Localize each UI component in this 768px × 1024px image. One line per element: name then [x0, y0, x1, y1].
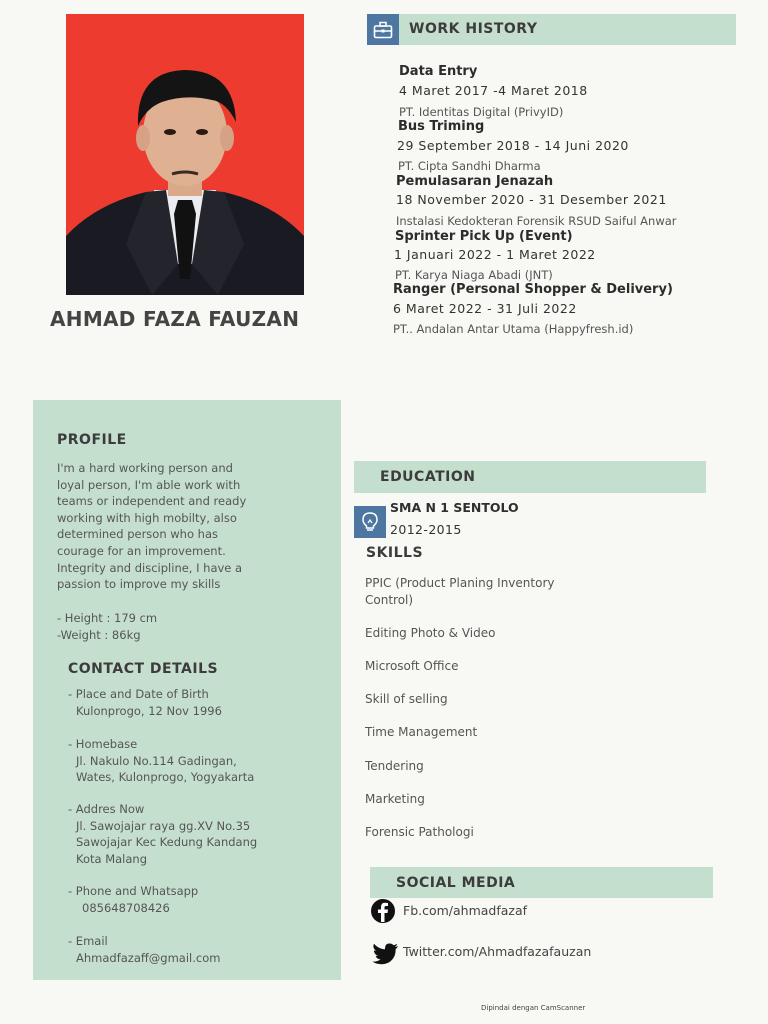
work-history-title: WORK HISTORY [409, 21, 538, 37]
twitter-icon [371, 943, 399, 971]
education-title: EDUCATION [380, 469, 476, 485]
skill-item: Tendering [365, 759, 424, 773]
skill-item: Forensic Pathologi [365, 825, 474, 839]
skill-item: Control) [365, 593, 414, 607]
job-company: Instalasi Kedokteran Forensik RSUD Saiful Anwar [396, 214, 677, 228]
facebook-icon [370, 898, 396, 928]
contact-item-address: - Addres Now Jl. Sawojajar raya gg.XV No.35 Sawojajar Kec Kedung Kandang Kota Malang [68, 802, 258, 866]
twitter-link[interactable]: Twitter.com/Ahmadfazafauzan [403, 944, 592, 959]
person-name: AHMAD FAZA FAUZAN [50, 307, 300, 331]
job-dates: 29 September 2018 - 14 Juni 2020 [397, 138, 629, 153]
briefcase-icon [367, 14, 399, 45]
social-title: SOCIAL MEDIA [396, 875, 516, 891]
height-text: - Height : 179 cm [57, 611, 158, 625]
job-dates: 6 Maret 2022 - 31 Juli 2022 [393, 301, 577, 316]
skill-item: Time Management [365, 725, 478, 739]
skill-item: Editing Photo & Video [365, 626, 496, 640]
skill-item: Marketing [365, 792, 425, 806]
job-title: Data Entry [399, 64, 478, 79]
job-company: PT. Cipta Sandhi Dharma [398, 159, 541, 173]
job-dates: 1 Januari 2022 - 1 Maret 2022 [394, 247, 596, 262]
contact-title: CONTACT DETAILS [68, 661, 219, 677]
school-years: 2012-2015 [390, 522, 462, 537]
skill-item: Microsoft Office [365, 659, 459, 673]
profile-text: I'm a hard working person and loyal person, I'm able work with teams or independent and ready working with high mobilty, also determined person who has courage for an improvement. Integrity and discipline, I have a passion to improve my skills [57, 461, 247, 592]
school-name: SMA N 1 SENTOLO [390, 500, 519, 515]
contact-item-phone: - Phone and Whatsapp 085648708426 [68, 884, 199, 915]
scanner-watermark: Dipindai dengan CamScanner [481, 1004, 586, 1012]
job-dates: 4 Maret 2017 -4 Maret 2018 [399, 83, 588, 98]
profile-photo [66, 14, 304, 295]
job-title: Ranger (Personal Shopper & Delivery) [393, 282, 673, 297]
skills-title: SKILLS [366, 545, 424, 561]
job-company: PT. Karya Niaga Abadi (JNT) [395, 268, 553, 282]
job-title: Pemulasaran Jenazah [396, 174, 554, 189]
skill-item: PPIC (Product Planing Inventory [365, 576, 555, 590]
job-company: PT.. Andalan Antar Utama (Happyfresh.id) [393, 322, 634, 336]
contact-item-birth: - Place and Date of Birth Kulonprogo, 12 Nov 1996 [68, 687, 222, 718]
skill-item: Skill of selling [365, 692, 448, 706]
facebook-link[interactable]: Fb.com/ahmadfazaf [403, 903, 528, 918]
contact-item-homebase: - Homebase Jl. Nakulo No.114 Gadingan, Wates, Kulonprogo, Yogyakarta [68, 737, 255, 785]
profile-title: PROFILE [57, 432, 127, 448]
weight-text: -Weight : 86kg [57, 628, 141, 642]
job-title: Sprinter Pick Up (Event) [395, 229, 573, 244]
contact-item-email: - Email Ahmadfazaff@gmail.com [68, 934, 221, 965]
job-company: PT. Identitas Digital (PrivyID) [399, 105, 564, 119]
job-title: Bus Triming [398, 119, 485, 134]
job-dates: 18 November 2020 - 31 Desember 2021 [396, 192, 667, 207]
lightbulb-icon [354, 506, 386, 538]
